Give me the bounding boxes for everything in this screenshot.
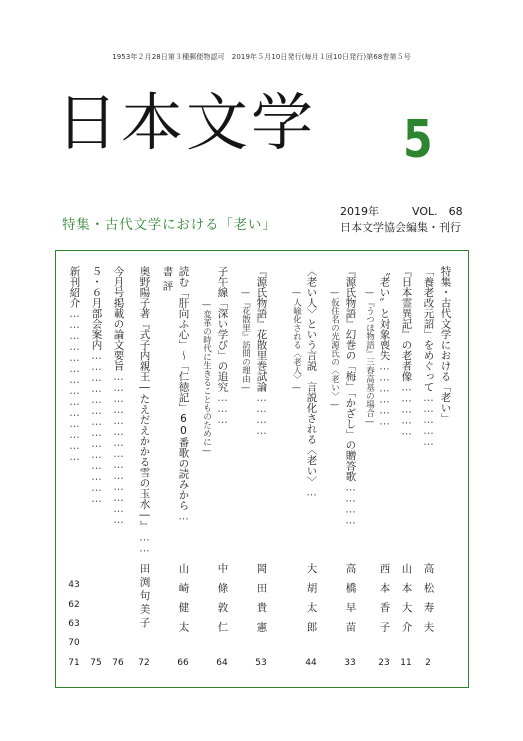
toc-page: 53 xyxy=(255,658,267,668)
toc-author: 西本香子 xyxy=(378,563,391,641)
toc-entry: 特集・古代文学における「老い」 xyxy=(439,266,452,424)
feature-headline: 特集・古代文学における「老い」 xyxy=(62,217,277,233)
toc-entry: 今月号掲載の論文要旨…………………………………… xyxy=(112,266,125,525)
toc-subtitle: ―『花散里』訪問の理由― xyxy=(240,288,251,393)
toc-entry: 読む「肝向ふ心」～「仁徳記」60番歌の読みから… xyxy=(177,266,190,522)
toc-entry: 子午線「深い学び」の追究……… xyxy=(216,266,229,425)
toc-author: 岡田貴憲 xyxy=(255,563,268,641)
toc-entry: 『源氏物語』幻巻の「梅」「かざし」の贈答歌………… xyxy=(344,266,357,526)
toc-page: 75 xyxy=(90,658,102,668)
toc-page: 63 xyxy=(68,619,80,629)
toc-page: 62 xyxy=(68,600,80,610)
toc-subtitle: ―仮住名の光源氏の〈老い〉― xyxy=(329,288,340,410)
year-volume xyxy=(340,203,463,219)
toc-entry: 『源氏物語』花散里巻試論………… xyxy=(255,266,268,436)
toc-page: 64 xyxy=(216,658,228,668)
volume: VOL. 68 xyxy=(412,205,463,218)
year: 2019年 xyxy=(340,205,379,218)
toc-subtitle: ―変革の時代に生きることものために― xyxy=(201,300,212,456)
toc-entry: ５・６月部会案内…………………………………… xyxy=(90,266,103,504)
toc-page: 44 xyxy=(305,658,317,668)
toc-subtitle: ―人喩化される〈老人〉― xyxy=(291,288,302,393)
toc-author: 中條敦仁 xyxy=(216,563,229,641)
toc-page: 66 xyxy=(177,658,189,668)
toc-author: 田渕句美子 xyxy=(138,563,151,631)
publisher: 日本文学協会編集・刊行 xyxy=(340,221,461,234)
toc-author: 山崎健太 xyxy=(177,563,190,641)
toc-author: 高橋早苗 xyxy=(344,563,357,641)
toc-page: 71 xyxy=(68,658,80,668)
toc-page: 23 xyxy=(378,658,390,668)
toc-page: 11 xyxy=(400,658,412,668)
toc-page: 2 xyxy=(425,658,431,668)
toc-author: 高松寿夫 xyxy=(422,563,435,641)
toc-entry: 『日本霊異記』の老者像…………… xyxy=(400,266,413,437)
toc-entry: 奥野陽子著『式子内親王―たえだえかかる雪の玉水―』…… xyxy=(138,266,151,554)
toc-page: 72 xyxy=(138,658,150,668)
issue-number: 5 xyxy=(403,110,433,170)
toc-page: 33 xyxy=(344,658,356,668)
toc-page: 70 xyxy=(68,638,80,648)
toc-author: 大胡太郎 xyxy=(305,563,318,641)
toc-entry: 〝老い〟と対象喪失……………… xyxy=(378,266,391,427)
toc-section-heading: 書評 xyxy=(161,266,174,295)
postal-notice: 1953年２月28日第３種郵便物認可 2019年５月10日発行(毎月１回10日発行)第68巻第５号 xyxy=(112,53,411,61)
toc-page: 43 xyxy=(68,580,80,590)
toc-entry: 〈老い人〉という言説 言説化される〈老い〉… xyxy=(305,266,318,498)
toc-subtitle: ―『うつほ物語』三春高基の場合― xyxy=(364,288,375,427)
toc-entry: 新刊紹介…………………………………… xyxy=(68,266,81,462)
toc-entry: 「養老改元詔」をめぐって…………… xyxy=(422,266,435,447)
toc-page: 76 xyxy=(112,658,124,668)
magazine-title: 日本文学 xyxy=(56,86,317,159)
toc-author: 山本大介 xyxy=(400,563,413,641)
